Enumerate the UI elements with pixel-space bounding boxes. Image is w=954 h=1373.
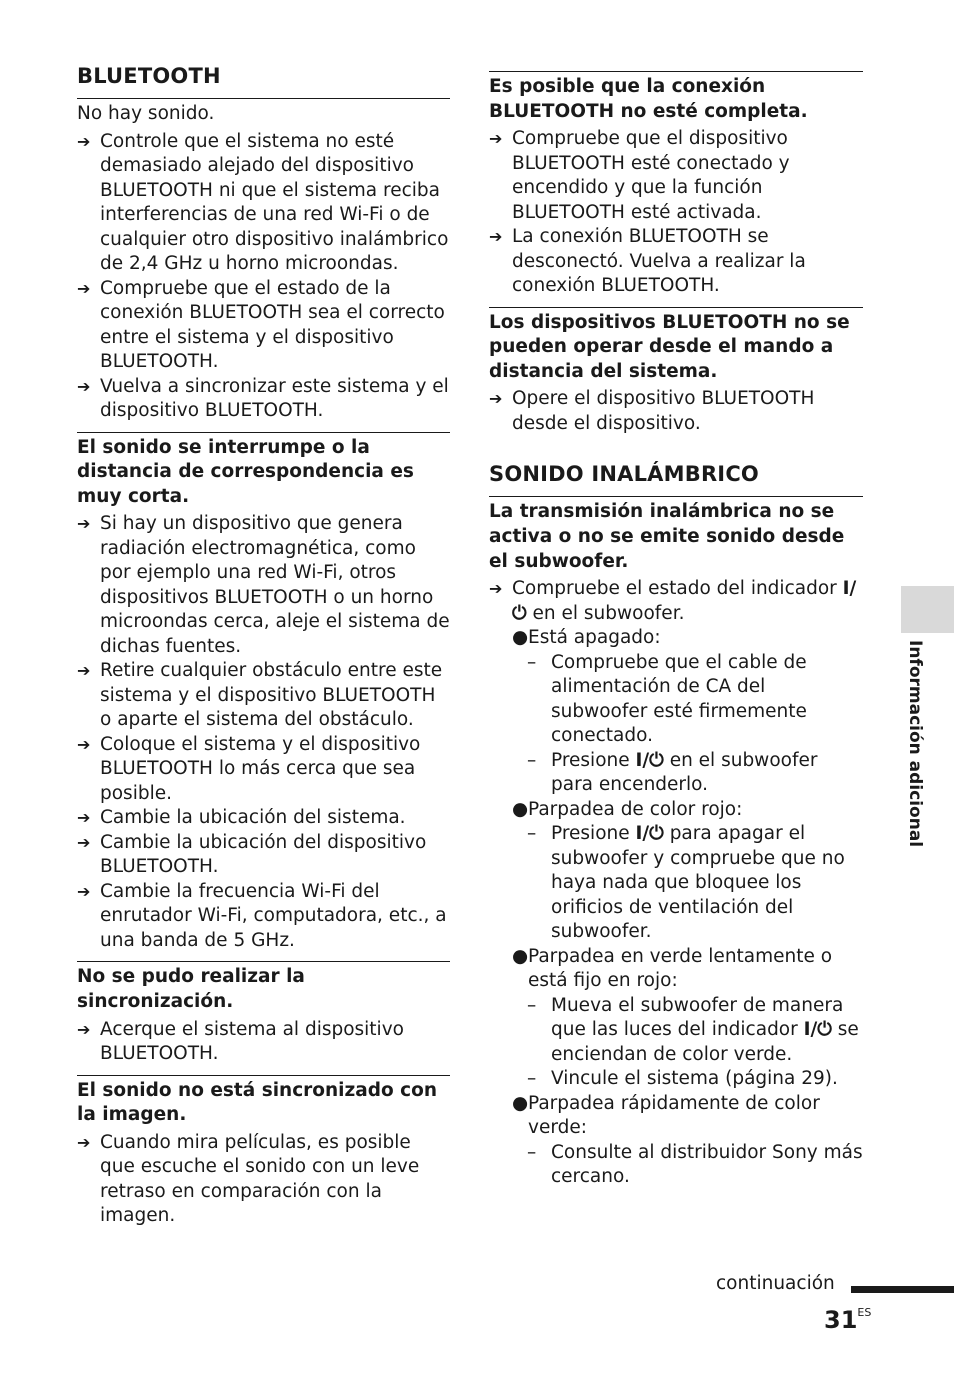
issue-sound-interrupts — [77, 432, 450, 954]
action-item: – Vincule el sistema (página 29). — [489, 1067, 863, 1092]
arrow-icon: ➔ — [489, 389, 503, 409]
arrow-icon: ➔ — [489, 579, 503, 599]
arrow-icon: ➔ — [77, 278, 91, 298]
arrow-icon: ➔ — [77, 376, 91, 396]
power-icon: I/⏻ — [512, 578, 857, 624]
left-column — [77, 60, 450, 1237]
list-item: ➔ La conexión BLUETOOTH se desconectó. Vuelva a realizar la conexión BLUETOOTH. — [489, 226, 806, 297]
continuation-bar — [851, 1286, 954, 1293]
issue-connection-incomplete — [489, 71, 863, 299]
arrow-icon: ➔ — [77, 1132, 91, 1152]
list-item: ➔ Opere el dispositivo BLUETOOTH desde el dispositivo. — [489, 388, 815, 434]
list-item: ➔ Compruebe que el dispositivo BLUETOOTH esté conectado y encendido y que la función BLUETOOTH esté activada. — [489, 128, 790, 223]
continuation-label: continuación — [716, 1273, 835, 1294]
state-item: ● Parpadea rápidamente de color verde: — [512, 1092, 820, 1139]
list-item: ➔ Acerque el sistema al dispositivo BLUETOOTH. — [77, 1018, 404, 1065]
dash-icon: – — [527, 994, 537, 1016]
section-title-wireless: SONIDO INALÁMBRICO — [489, 462, 759, 487]
power-icon: I/⏻ — [635, 823, 664, 845]
arrow-icon: ➔ — [77, 1019, 91, 1039]
bullet-icon: ● — [512, 627, 529, 649]
dash-icon: – — [527, 651, 537, 673]
bullet-icon: ● — [512, 1092, 529, 1114]
bullet-icon: ● — [512, 945, 529, 967]
action-item: – Consulte al distribuidor Sony más cercano. — [527, 1141, 863, 1188]
list-item: ➔ Cambie la ubicación del sistema. — [77, 806, 450, 831]
list-item: ➔ Si hay un dispositivo que genera radiación electromagnética, como por ejemplo una red Wi-Fi, otros dispositivos BLUETOOTH o un horno microondas cerca, aleje el sistema de dichas fuentes. — [77, 513, 450, 657]
arrow-icon: ➔ — [77, 131, 91, 151]
issue-title: La transmisión inalámbrica no se activa o no se emite sonido desde el subwoofer. — [489, 501, 845, 572]
dash-icon: – — [527, 823, 537, 845]
dash-icon: – — [527, 749, 537, 771]
issue-sound-not-synced — [77, 1075, 450, 1229]
arrow-icon: ➔ — [77, 514, 91, 534]
state-item: ● Parpadea de color rojo: — [489, 798, 863, 823]
power-icon: I/⏻ — [803, 1019, 832, 1041]
list-item: ➔ Coloque el sistema y el dispositivo BLUETOOTH lo más cerca que sea posible. — [77, 733, 421, 804]
arrow-icon: ➔ — [77, 661, 91, 681]
list-item: ➔ Vuelva a sincronizar este sistema y el dispositivo BLUETOOTH. — [77, 375, 449, 422]
issue-wireless-not-active — [489, 496, 863, 1189]
action-item: – Presione I/⏻ para apagar el subwoofer y compruebe que no haya nada que bloquee los orificios de ventilación del subwoofer. — [527, 823, 845, 943]
issue-title: El sonido se interrumpe o la distancia de correspondencia es muy corta. — [77, 436, 414, 507]
page-number: $31^{ES}$ — [824, 1306, 872, 1334]
arrow-icon: ➔ — [77, 808, 91, 828]
issue-title: No se pudo realizar la sincronización. — [77, 966, 305, 1012]
issue-title: Es posible que la conexión BLUETOOTH no esté completa. — [489, 76, 808, 122]
list-item: ➔ Cambie la ubicación del dispositivo BLUETOOTH. — [77, 831, 427, 878]
arrow-icon: ➔ — [77, 881, 91, 901]
issue-title: Los dispositivos BLUETOOTH no se pueden operar desde el mando a distancia del sistema. — [489, 311, 850, 382]
list-item: ➔ Cambie la frecuencia Wi-Fi del enrutador Wi-Fi, computadora, etc., a una banda de 5 GHz. — [77, 880, 447, 951]
side-tab-label: Información adicional — [905, 640, 925, 848]
arrow-icon: ➔ — [77, 832, 91, 852]
arrow-icon: ➔ — [77, 734, 91, 754]
list-item: ➔ Compruebe que el estado de la conexión BLUETOOTH sea el correcto entre el sistema y el dispositivo BLUETOOTH. — [77, 277, 445, 373]
list-item: ➔ Controle que el sistema no esté demasiado alejado del dispositivo BLUETOOTH ni que el sistema reciba interferencias de una red Wi-Fi o de cualquier otro dispositivo inalámbrico de 2,4 GHz u horno microondas. — [77, 130, 449, 275]
arrow-icon: ➔ — [489, 227, 503, 247]
issue-remote-not-working — [489, 307, 863, 437]
action-item: – Compruebe que el cable de alimentación de CA del subwoofer esté firmemente conectado. — [527, 651, 807, 747]
list-item: ➔ Compruebe el estado del indicador I/⏻ en el subwoofer. — [489, 578, 857, 624]
issue-no-sound — [77, 98, 450, 424]
list-item: ➔ Cuando mira películas, es posible que escuche el sonido con un leve retraso en comparación con la imagen. — [77, 1131, 420, 1227]
dash-icon: – — [527, 1141, 537, 1163]
action-item: – Mueva el subwoofer de manera que las luces del indicador I/⏻ se enciendan de color verde. — [527, 994, 859, 1065]
issue-pairing-failed — [77, 961, 450, 1066]
page-suffix: ES — [857, 1306, 872, 1319]
issue-title: El sonido no está sincronizado con la imagen. — [77, 1079, 438, 1126]
dash-icon: – — [527, 1068, 537, 1090]
arrow-icon: ➔ — [489, 129, 503, 149]
side-tab-marker — [901, 586, 954, 633]
power-icon: I/⏻ — [635, 749, 664, 771]
section-title-bluetooth: BLUETOOTH — [77, 64, 221, 88]
state-item: ● Está apagado: — [489, 626, 863, 651]
right-column — [489, 71, 863, 1198]
issue-title: No hay sonido. — [77, 103, 215, 124]
action-item: – Presione I/⏻ en el subwoofer para encenderlo. — [527, 749, 818, 796]
bullet-icon: ● — [512, 798, 529, 820]
state-item: ● Parpadea en verde lentamente o está fijo en rojo: — [512, 945, 833, 992]
list-item: ➔ Retire cualquier obstáculo entre este sistema y el dispositivo BLUETOOTH o aparte el sistema del obstáculo. — [77, 660, 443, 731]
